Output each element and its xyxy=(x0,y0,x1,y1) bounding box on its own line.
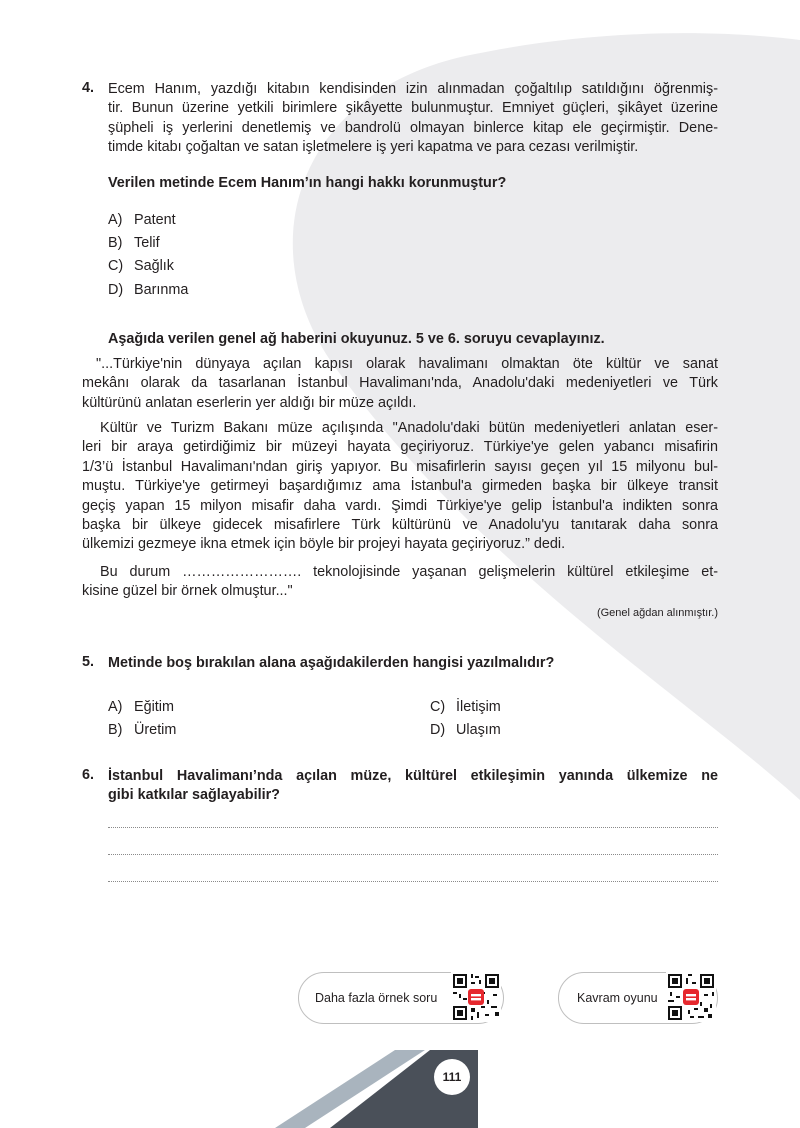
passage-line: "...Türkiye'nin dünyaya açılan kapısı olarak havalimanı olmaktan öte kültür ve sanat xyxy=(96,356,718,372)
passage-source: (Genel ağdan alınmıştır.) xyxy=(596,607,718,619)
q4-option-d[interactable]: D) Barınma xyxy=(108,282,189,298)
q4-option-b[interactable]: B) Telif xyxy=(108,235,160,251)
passage-paragraph-1 xyxy=(82,355,718,413)
q4-option-c[interactable]: C) Sağlık xyxy=(108,258,174,274)
more-examples-label: Daha fazla örnek soru xyxy=(315,991,438,1005)
question-5-number: 5. xyxy=(82,654,95,670)
passage-line: ülkemizi gezmeye ikna etmek için böyle bir projeyi hayata geçiriyoruz.” dedi. xyxy=(82,536,566,553)
qr-code-icon[interactable] xyxy=(451,972,501,1022)
qr-code-icon[interactable] xyxy=(666,972,716,1022)
question-6-prompt xyxy=(108,767,718,806)
passage-line: kültürünü anlatan eserlerin yer aldığı bir müze açıldı. xyxy=(82,394,417,411)
page-number: 111 xyxy=(434,1059,470,1095)
q4-option-a[interactable]: A) Patent xyxy=(108,212,176,228)
q5-option-b[interactable]: B) Üretim xyxy=(108,722,177,738)
passage-line: leri bir araya getirdiğimiz bir müzeyi hayata geçiriyoruz. Türkiye'ye gelen yabancı misafirin xyxy=(82,439,718,456)
answer-line[interactable] xyxy=(108,826,718,828)
question-4-text xyxy=(108,80,718,158)
q6-line: gibi katkılar sağlayabilir? xyxy=(108,787,280,804)
passage-line: başka bir ülkeye gidecek misafirlere Türk kültürünü ve Anadolu'yu tanıtarak daha sonra xyxy=(82,517,718,534)
q6-line: İstanbul Havalimanı’nda açılan müze, kültürel etkileşimin yanında ülkemize ne xyxy=(108,768,718,784)
passage-line: geçiş yapan 15 milyon misafir daha vardı. Şimdi Türkiye'ye gelip İstanbul'a indikten sonra xyxy=(82,497,718,514)
q4-line: timde kitabı çoğaltan ve satan işletmelere iş yeri kapatma ve para cezası verilmiştir. xyxy=(108,139,639,156)
concept-game-label: Kavram oyunu xyxy=(577,991,658,1005)
question-4-number: 4. xyxy=(82,80,95,96)
passage-line: 1/3’ü İstanbul Havalimanı'ndan giriş yapıyor. Bu misafirlerin sayısı geçen yıl 15 milyonu bul- xyxy=(82,458,718,475)
passage-line: muştu. Türkiye'ye getirmeyi başardığımız ama İstanbul'a girmeden başka bir ülkeye transit xyxy=(82,478,718,495)
passage-line: mekânı olarak da tasarlanan İstanbul Havalimanı'nda, Anadolu'daki medeniyetleri ve Türk xyxy=(82,375,718,392)
question-6-number: 6. xyxy=(82,767,95,783)
q4-line: tir. Bunun üzerine yetkili birimlere şikâyette bulunmuştur. Emniyet güçleri, şikâyet üzerine xyxy=(108,100,718,117)
q5-option-d[interactable]: D) Ulaşım xyxy=(430,722,501,738)
q5-option-c[interactable]: C) İletişim xyxy=(430,699,501,715)
passage-instruction: Aşağıda verilen genel ağ haberini okuyunuz. 5 ve 6. soruyu cevaplayınız. xyxy=(108,331,605,347)
answer-line[interactable] xyxy=(108,853,718,855)
question-4-prompt: Verilen metinde Ecem Hanım’ın hangi hakkı korunmuştur? xyxy=(108,175,507,191)
question-5-prompt: Metinde boş bırakılan alana aşağıdakilerden hangisi yazılmalıdır? xyxy=(108,655,555,671)
passage-paragraph-2 xyxy=(82,419,718,555)
q5-option-a[interactable]: A) Eğitim xyxy=(108,699,174,715)
answer-line[interactable] xyxy=(108,880,718,882)
passage-paragraph-3 xyxy=(82,563,718,602)
q4-line: Ecem Hanım, yazdığı kitabın kendisinden izin alınmadan çoğaltılıp satıldığını öğrenmiş- xyxy=(108,81,718,97)
passage-line: Bu durum ……………………. teknolojisinde yaşanan gelişmelerin kültürel etkileşime et- xyxy=(100,564,718,580)
passage-line: Kültür ve Turizm Bakanı müze açılışında "Anadolu'daki bütün medeniyetleri anlatan eser- xyxy=(100,420,718,436)
q4-line: şüpheli iş yerlerini denetlemiş ve bandrolü olmayan binlerce kitap ele geçirmiştir. Dene- xyxy=(108,119,718,136)
passage-line: kisine güzel bir örnek olmuştur..." xyxy=(82,583,293,600)
